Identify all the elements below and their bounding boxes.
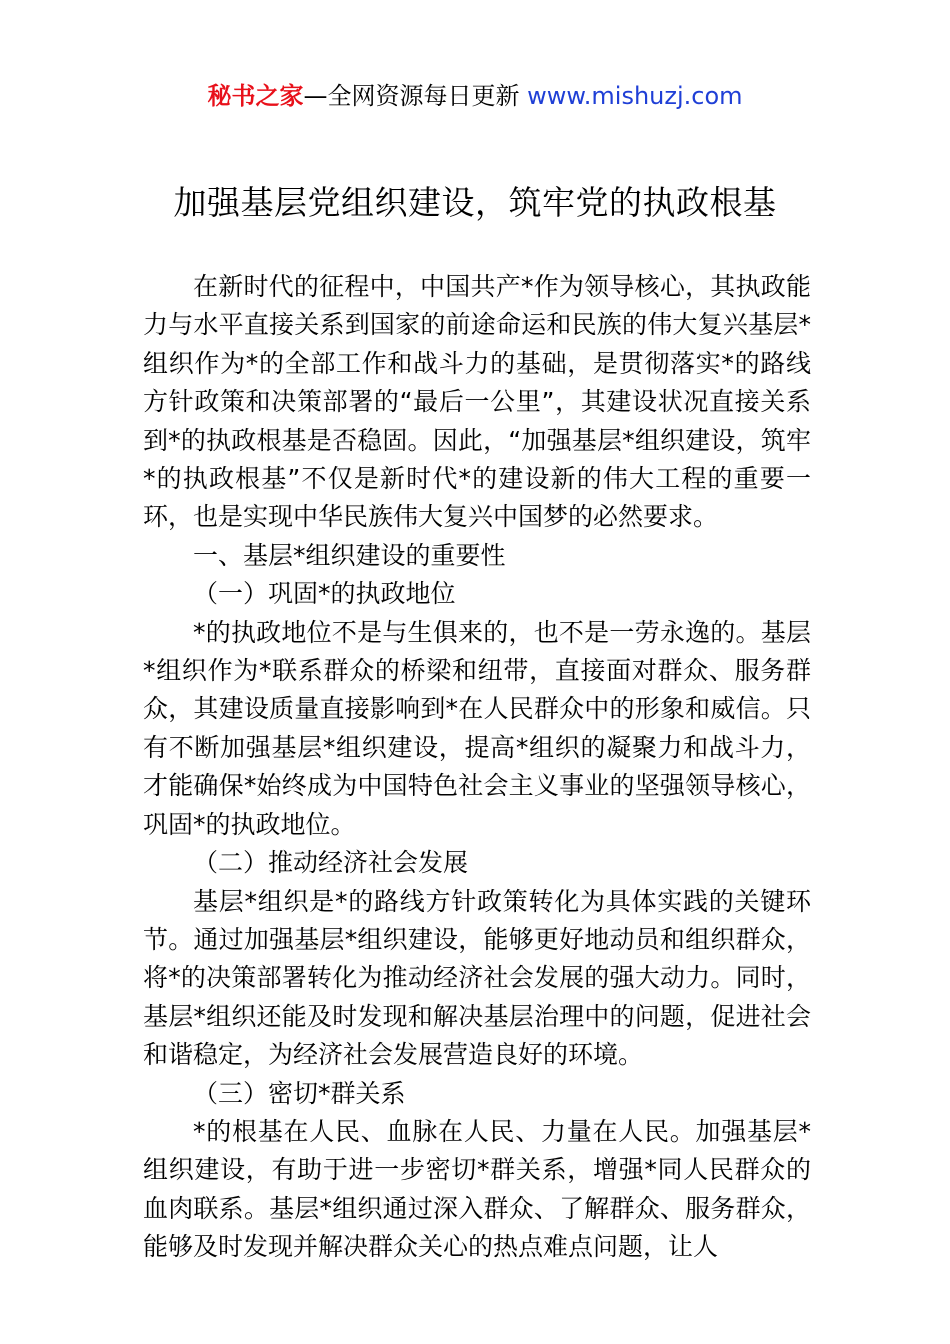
header-slogan: —全网资源每日更新 (303, 82, 528, 110)
brand-name: 秘书之家 (207, 82, 304, 110)
body-paragraph: *的根基在人民、血脉在人民、力量在人民。加强基层*组织建设，有助于进一步密切*群关系，增强*同人民群众的血肉联系。基层*组织通过深入群众、了解群众、服务群众，能够及时发现并解决群众关心的热点难点问题，让人 (143, 1116, 811, 1262)
site-header (0, 80, 950, 112)
document-body (143, 268, 811, 1267)
subsection-heading: （一）巩固*的执政地位 (193, 579, 456, 609)
body-paragraph: *的执政地位不是与生俱来的，也不是一劳永逸的。基层*组织作为*联系群众的桥梁和纽带，直接面对群众、服务群众，其建设质量直接影响到*在人民群众中的形象和威信。只有不断加强基层*组织建设，提高*组织的凝聚力和战斗力，才能确保*始终成为中国特色社会主义事业的坚强领导核心，巩固*的执政地位。 (143, 617, 811, 839)
section-heading: 一、基层*组织建设的重要性 (193, 540, 506, 570)
intro-paragraph: 在新时代的征程中，中国共产*作为领导核心，其执政能力与水平直接关系到国家的前途命运和民族的伟大复兴基层*组织作为*的全部工作和战斗力的基础，是贯彻落实*的路线方针政策和决策部署的“最后一公里”，其建设状况直接关系到*的执政根基是否稳固。因此，“加强基层*组织建设，筑牢*的执政根基”不仅是新时代*的建设新的伟大工程的重要一环，也是实现中华民族伟大复兴中国梦的必然要求。 (143, 272, 811, 532)
body-paragraph: 基层*组织是*的路线方针政策转化为具体实践的关键环节。通过加强基层*组织建设，能够更好地动员和组织群众，将*的决策部署转化为推动经济社会发展的强大动力。同时，基层*组织还能及时发现和解决基层治理中的问题，促进社会和谐稳定，为经济社会发展营造良好的环境。 (143, 886, 811, 1070)
subsection-heading: （三）密切*群关系 (193, 1078, 406, 1108)
document-title: 加强基层党组织建设，筑牢党的执政根基 (173, 183, 777, 222)
site-url-link[interactable]: www.mishuzj.com (527, 82, 743, 110)
subsection-heading: （二）推动经济社会发展 (193, 848, 469, 878)
